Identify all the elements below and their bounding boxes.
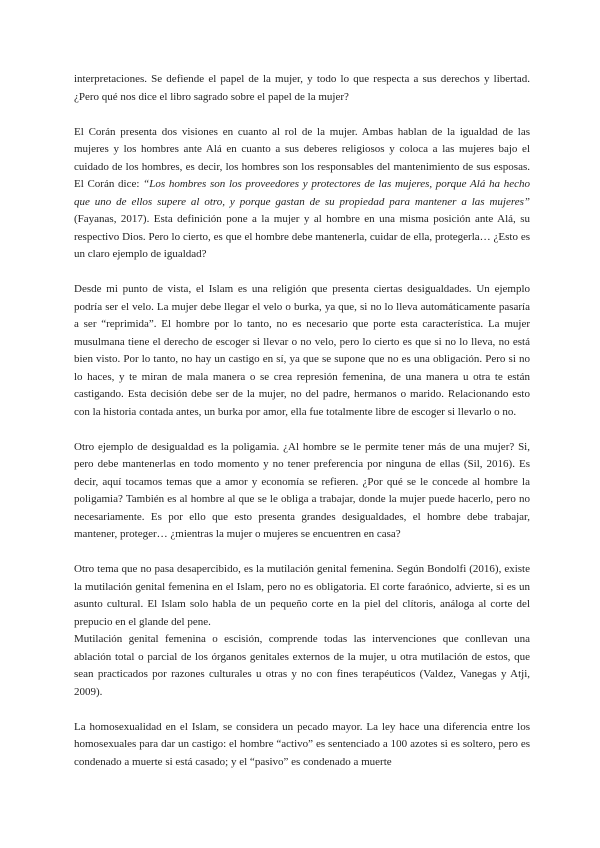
paragraph-text: Otro tema que no pasa desapercibido, es la mutilación genital femenina. Según Bondolfi (2016), existe la mutilación genital femenina en el Islam, pero no es obligatoria. El corte faraónico, advierte, si es un asunto cultural. El Islam solo habla de un pequeño corte en la piel del clítoris, análoga al corte del prepucio en el glande del pene. — [74, 563, 530, 628]
coran-quote: “Los hombres son los proveedores y protectores de las mujeres, porque Alá ha hecho que uno de ellos supere al otro, y porque gastan de su propiedad para mantener a las mujeres” — [74, 178, 530, 208]
paragraph-text: Otro ejemplo de desigualdad es la poligamia. ¿Al hombre se le permite tener más de una mujer? Si, pero debe mantenerlas en todo momento y no tener preferencia por ninguna de ellas (Sil, 2016). Es decir, aquí tocamos temas que a amor y economía se refieren. ¿Por qué se le concede al hombre la poligamia? También es al hombre al que se le obliga a trabajar, donde la mujer puede hacerlo, pero no necesariamente. Es por ello que esto presenta grandes desigualdades, el hombre debe trabajar, mantener, proteger… ¿mientras la mujer o mujeres se encuentren en casa? — [74, 440, 530, 540]
paragraph-intro — [74, 71, 530, 106]
paragraph-text: Mutilación genital femenina o escisión, comprende todas las intervenciones que conllevan una ablación total o parcial de los órganos genitales externos de la mujer, u otra mutilación de estos, que sean practicados por razones culturales u otras y no con fines terapéuticos (Valdez, Vanegas y Atji, 2009). — [74, 633, 530, 698]
paragraph-text: (Fayanas, 2017). Esta definición pone a la mujer y al hombre en una misma posición ante Alá, su respectivo Dios. Pero lo cierto, es que el hombre debe mantenerla, cuidar de ella, protegerla… ¿Esto es un claro ejemplo de igualdad? — [74, 213, 530, 260]
document-body — [74, 71, 530, 789]
paragraph-poligamia — [74, 439, 530, 544]
paragraph-text: El Corán presenta dos visiones en cuanto al rol de la mujer. Ambas hablan de la igualdad de las mujeres y los hombres ante Alá en cuanto a sus deberes religiosos y coloca a las mujeres bajo el cuidado de los hombres, es decir, los hombres son los responsables del mantenimiento de sus esposas. El Corán dice: — [74, 125, 530, 190]
paragraph-text: interpretaciones. Se defiende el papel de la mujer, y todo lo que respecta a sus derechos y libertad. ¿Pero qué nos dice el libro sagrado sobre el papel de la mujer? — [74, 73, 530, 103]
paragraph-homosexualidad — [74, 719, 530, 772]
paragraph-mutilacion — [74, 561, 530, 631]
paragraph-coran — [74, 124, 530, 264]
paragraph-text: Desde mi punto de vista, el Islam es una religión que presenta ciertas desigualdades. Un ejemplo podría ser el velo. La mujer debe llegar el velo o burka, ya que, si no lo lleva automáticamente pasaría a ser “reprimida”. El hombre por lo tanto, no es necesario que porte esta característica. La mujer musulmana tiene el derecho de escoger si llevar o no velo, pero lo cierto es que si no lo lleva, no está bien visto. Por lo tanto, no hay un castigo en sí, ya que se supone que no es una obligación. Pero si no lo haces, y te miran de mala manera o se crea represión femenina, de una manera u otra te están castigando. Esta decisión debe ser de la mujer, no del padre, hermanos o marido. Relacionando esto con la historia contada antes, un burka por amor, ella fue totalmente libre de escoger si llevarlo o no. — [74, 283, 530, 418]
paragraph-text: La homosexualidad en el Islam, se considera un pecado mayor. La ley hace una diferencia entre los homosexuales para dar un castigo: el hombre “activo” es sentenciado a 100 azotes si es soltero, pero es condenado a muerte si está casado; y el “pasivo” es condenado a muerte — [74, 720, 530, 768]
paragraph-definicion-mutilacion — [74, 631, 530, 701]
paragraph-velo — [74, 281, 530, 421]
